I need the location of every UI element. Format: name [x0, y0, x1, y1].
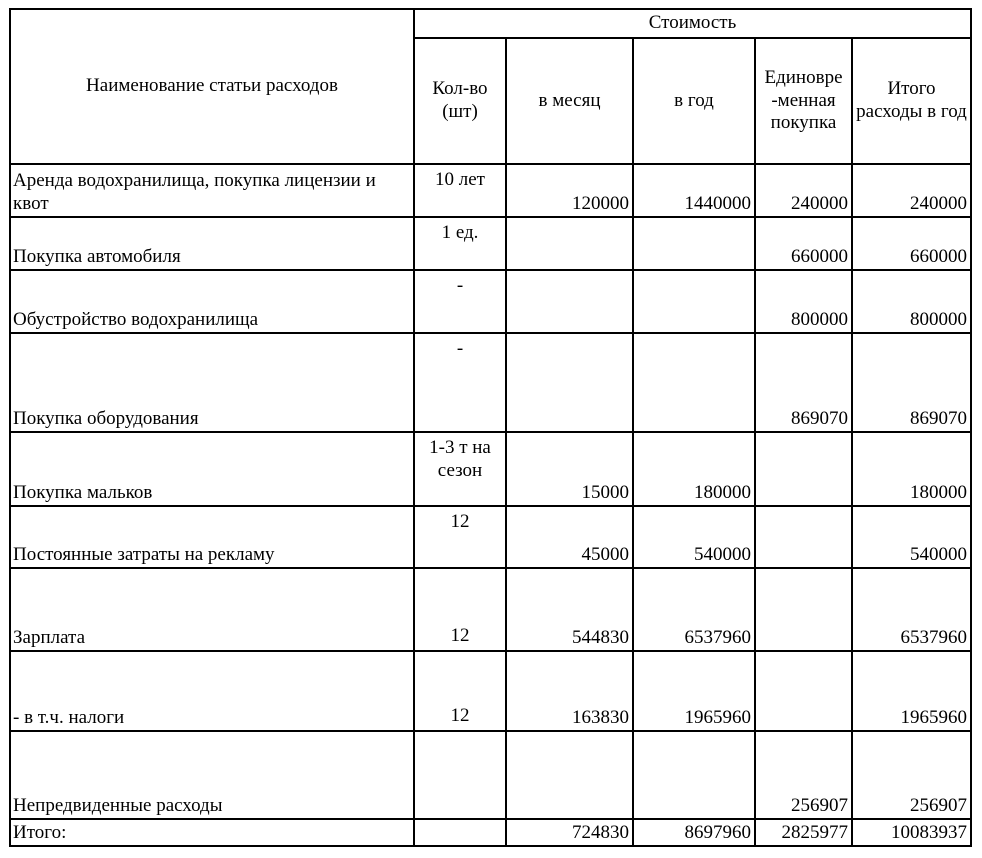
row-per-month: 45000	[506, 506, 633, 568]
row-name: Непредвиденные расходы	[10, 731, 414, 819]
row-one-time	[755, 432, 852, 506]
row-one-time: 800000	[755, 270, 852, 333]
totals-row	[10, 819, 971, 846]
row-quantity	[414, 731, 506, 819]
row-quantity: -	[414, 270, 506, 333]
row-quantity: 10 лет	[414, 164, 506, 217]
row-total-year: 540000	[852, 506, 971, 568]
totals-one-time: 2825977	[755, 819, 852, 846]
row-total-year: 800000	[852, 270, 971, 333]
row-one-time	[755, 568, 852, 651]
row-quantity: 12	[414, 506, 506, 568]
table-row	[10, 506, 971, 568]
row-quantity: 1 ед.	[414, 217, 506, 270]
header-item-name: Наименование статьи расходов	[10, 9, 414, 164]
row-per-month	[506, 333, 633, 432]
row-per-year: 1965960	[633, 651, 755, 731]
row-name: Зарплата	[10, 568, 414, 651]
row-name: Покупка автомобиля	[10, 217, 414, 270]
row-total-year: 660000	[852, 217, 971, 270]
row-name: Покупка мальков	[10, 432, 414, 506]
row-total-year: 240000	[852, 164, 971, 217]
row-total-year: 256907	[852, 731, 971, 819]
row-per-year: 1440000	[633, 164, 755, 217]
row-per-year: 180000	[633, 432, 755, 506]
row-per-month: 15000	[506, 432, 633, 506]
row-per-year	[633, 270, 755, 333]
row-name: Аренда водохранилища, покупка лицензии и квот	[10, 164, 414, 217]
totals-per-year: 8697960	[633, 819, 755, 846]
header-one-time: Единовре -менная покупка	[755, 38, 852, 164]
row-one-time	[755, 651, 852, 731]
header-per-year: в год	[633, 38, 755, 164]
row-name: Покупка оборудования	[10, 333, 414, 432]
table-row	[10, 270, 971, 333]
header-per-month: в месяц	[506, 38, 633, 164]
row-one-time: 869070	[755, 333, 852, 432]
totals-label: Итого:	[10, 819, 414, 846]
totals-per-month: 724830	[506, 819, 633, 846]
row-name: Обустройство водохранилища	[10, 270, 414, 333]
row-per-month	[506, 270, 633, 333]
row-one-time: 660000	[755, 217, 852, 270]
row-per-year	[633, 217, 755, 270]
row-per-month: 544830	[506, 568, 633, 651]
row-one-time: 256907	[755, 731, 852, 819]
table-row	[10, 731, 971, 819]
row-per-month: 120000	[506, 164, 633, 217]
expenses-table	[9, 8, 972, 847]
totals-total-year: 10083937	[852, 819, 971, 846]
row-total-year: 180000	[852, 432, 971, 506]
header-quantity: Кол-во (шт)	[414, 38, 506, 164]
row-quantity: 1-3 т на сезон	[414, 432, 506, 506]
row-total-year: 1965960	[852, 651, 971, 731]
row-per-month	[506, 731, 633, 819]
row-one-time: 240000	[755, 164, 852, 217]
row-per-year: 540000	[633, 506, 755, 568]
row-quantity: -	[414, 333, 506, 432]
row-total-year: 6537960	[852, 568, 971, 651]
row-name: - в т.ч. налоги	[10, 651, 414, 731]
row-per-year: 6537960	[633, 568, 755, 651]
table-row	[10, 333, 971, 432]
table-row	[10, 568, 971, 651]
row-per-month: 163830	[506, 651, 633, 731]
table-row	[10, 217, 971, 270]
row-per-year	[633, 731, 755, 819]
row-name: Постоянные затраты на рекламу	[10, 506, 414, 568]
header-total-year: Итого расходы в год	[852, 38, 971, 164]
header-cost-group: Стоимость	[414, 9, 971, 38]
table-row	[10, 432, 971, 506]
table-row	[10, 164, 971, 217]
row-quantity: 12	[414, 568, 506, 651]
row-per-year	[633, 333, 755, 432]
table-row	[10, 651, 971, 731]
row-per-month	[506, 217, 633, 270]
row-total-year: 869070	[852, 333, 971, 432]
row-quantity: 12	[414, 651, 506, 731]
row-one-time	[755, 506, 852, 568]
totals-quantity	[414, 819, 506, 846]
